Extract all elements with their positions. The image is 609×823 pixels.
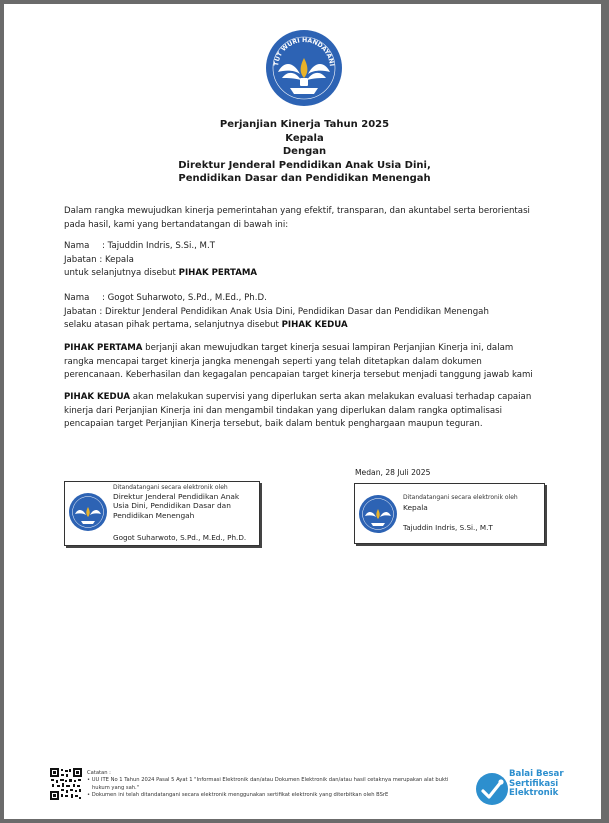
nama-value: : Gogot Suharwoto, S.Pd., M.Ed., Ph.D. (102, 293, 267, 303)
catatan-label: Catatan : (87, 770, 111, 776)
signature-box-kepala (354, 483, 545, 544)
bsre-logo-icon (474, 771, 510, 807)
title-line: Perjanjian Kinerja Tahun 2025 (219, 119, 390, 130)
pihak-kedua-paragraph: PIHAK KEDUA akan melakukan supervisi yang diperlukan serta akan melakukan evaluasi terhadap capaian kinerja dari Perjanjian Kinerja ini dan mengambil tindakan yang diperlukan dalam rangka optimalisasi pencapaian target Perjanjian Kinerja tersebut, baik dalam bentuk penghargaan maupun teguran. (64, 392, 532, 429)
title-line: Kepala (285, 132, 324, 144)
jabatan-label: Jabatan (64, 306, 97, 317)
title-line: Dengan (282, 146, 327, 157)
emblem-icon (68, 492, 108, 532)
bsre-wordmark: Balai Besar Sertifikasi Elektronik (509, 769, 564, 799)
svg-text:TUT WURI HANDAYANI: TUT WURI HANDAYANI (273, 36, 335, 67)
signer-title: Direktur Jenderal Pendidikan Anak Usia Dini, Pendidikan Dasar dan Pendidikan Menengah (113, 492, 240, 520)
footer-notes: Catatan : • UU ITE No 1 Tahun 2024 Pasal 5 Ayat 1 "Informasi Elektronik dan/atau Dokumen Elektronik dan/atau hasil cetaknya merupakan alat bukti hukum yang sah." • Dokumen ini telah ditandatangani secara elektronik menggunakan sertifikat elektronik yang diterbitkan oleh BSrE (87, 770, 449, 799)
jabatan-value: : Kepala (99, 254, 134, 265)
signer-name: Tajuddin Indris, S.Si., M.T (403, 523, 493, 532)
jabatan-label: Jabatan (64, 254, 97, 265)
jabatan-value: : Direktur Jenderal Pendidikan Anak Usia Dini, Pendidikan Dasar dan Pendidikan Menengah (99, 306, 489, 317)
document-title (0, 118, 609, 186)
intro-paragraph: Dalam rangka mewujudkan kinerja pemerintahan yang efektif, transparan, dan akuntabel serta berorientasi pada hasil, kami yang bertandatangan di bawah ini: (64, 206, 530, 230)
nama-label: Nama (64, 293, 90, 303)
role-pihak-pertama: PIHAK PERTAMA (178, 268, 258, 278)
party-two-block: Nama : Gogot Suharwoto, S.Pd., M.Ed., Ph.D. Jabatan : Direktur Jenderal Pendidikan Anak Usia Dini, Pendidikan Dasar dan Pendidikan Menengah selaku atasan pihak pertama, selanjutnya disebut PIHAK KEDUA (64, 293, 489, 330)
qr-code-icon (50, 768, 82, 800)
signer-title: Kepala (403, 503, 428, 512)
nama-label: Nama (64, 241, 90, 251)
party-one-block: Nama : Tajuddin Indris, S.Si., M.T Jabatan : Kepala untuk selanjutnya disebut PIHAK PERTAMA (64, 241, 258, 278)
tut-wuri-handayani-logo (264, 28, 344, 108)
title-line: Pendidikan Dasar dan Pendidikan Menengah (178, 173, 431, 184)
role-pihak-kedua: PIHAK KEDUA (281, 320, 348, 330)
signed-electronically-note: Ditandatangani secara elektronik oleh (113, 484, 228, 491)
pihak-pertama-paragraph: PIHAK PERTAMA berjanji akan mewujudkan target kinerja sesuai lampiran Perjanjian Kinerja ini, dalam rangka mencapai target kinerja jangka menengah seperti yang telah ditetapkan dalam dokumen perencanaan. Keberhasilan dan kegagalan pencapaian target kinerja tersebut menjadi tanggung jawab kami (64, 343, 533, 380)
signature-box-dirjen (64, 481, 260, 546)
nama-value: : Tajuddin Indris, S.Si., M.T (102, 241, 215, 251)
title-line: Direktur Jenderal Pendidikan Anak Usia Dini, (178, 159, 431, 171)
emblem-icon (358, 494, 398, 534)
signed-electronically-note: Ditandatangani secara elektronik oleh (403, 494, 518, 501)
place-date: Medan, 28 Juli 2025 (355, 468, 431, 477)
signer-name: Gogot Suharwoto, S.Pd., M.Ed., Ph.D. (113, 533, 247, 542)
